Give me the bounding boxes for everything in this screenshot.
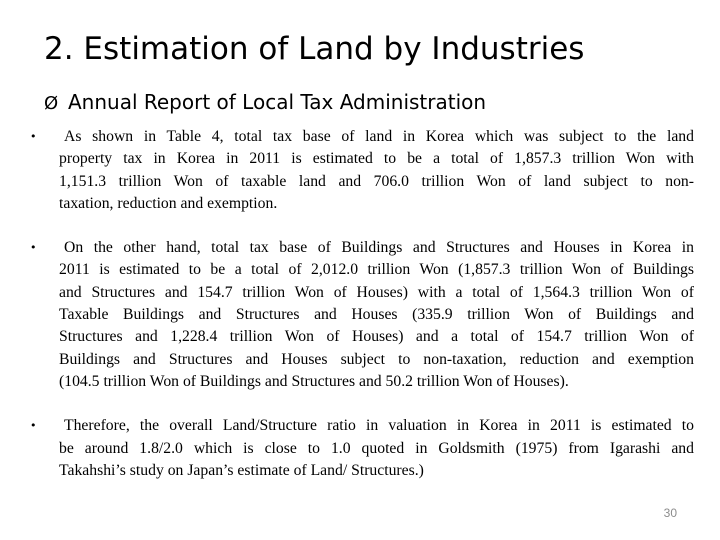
bullet-2-line-2: 2011 is estimated to be a total of 2,012.0 trillion Won (1,857.3 trillion Won of Buildings (59, 261, 694, 279)
subtitle-text: Annual Report of Local Tax Administration (68, 90, 487, 114)
bullet-2-line-1: On the other hand, total tax base of Buildings and Structures and Houses in Korea in (64, 239, 694, 257)
bullet-list (30, 126, 694, 482)
bullet-dot-icon: • (30, 130, 37, 143)
bullet-dot-icon: • (30, 419, 37, 433)
page-number: 30 (663, 506, 677, 520)
subtitle (44, 86, 486, 120)
bullet-2-line-6: Buildings and Structures and Houses subject to non-taxation, reduction and exemption (59, 350, 694, 368)
bullet-1-line-1: As shown in Table 4, total tax base of land in Korea which was subject to the land (64, 128, 694, 145)
bullet-3-line-2: be around 1.8/2.0 which is close to 1.0 quoted in Goldsmith (1975) from Igarashi and (59, 439, 694, 457)
bullet-2-line-3: and Structures and 154.7 trillion Won of Houses) with a total of 1,564.3 trillion Won of (59, 283, 694, 301)
bullet-2-line-7: (104.5 trillion Won of Buildings and Structures and 50.2 trillion Won of Houses). (59, 372, 569, 390)
bullet-1-line-4: taxation, reduction and exemption. (59, 194, 278, 212)
bullet-item-3 (30, 415, 694, 482)
bullet-item-2 (30, 237, 694, 393)
bullet-2-line-4: Taxable Buildings and Structures and Houses (335.9 trillion Won of Buildings and (59, 306, 694, 324)
bullet-item-1 (30, 126, 694, 215)
bullet-3-line-3: Takahshi’s study on Japan’s estimate of Land/ Structures.) (59, 461, 424, 479)
slide-title: 2. Estimation of Land by Industries (44, 31, 585, 67)
bullet-2-line-5: Structures and 1,228.4 trillion Won of Houses) and a total of 154.7 trillion Won of (59, 328, 694, 346)
bullet-1-line-3: 1,151.3 trillion Won of taxable land and 706.0 trillion Won of land subject to non- (59, 172, 694, 190)
bullet-dot-icon: • (30, 241, 37, 255)
bullet-3-line-1: Therefore, the overall Land/Structure ratio in valuation in Korea in 2011 is estimated to (64, 417, 694, 435)
bullet-1-line-2: property tax in Korea in 2011 is estimated to be a total of 1,857.3 trillion Won with (59, 150, 694, 168)
arrow-bullet-icon: Ø (44, 93, 59, 114)
